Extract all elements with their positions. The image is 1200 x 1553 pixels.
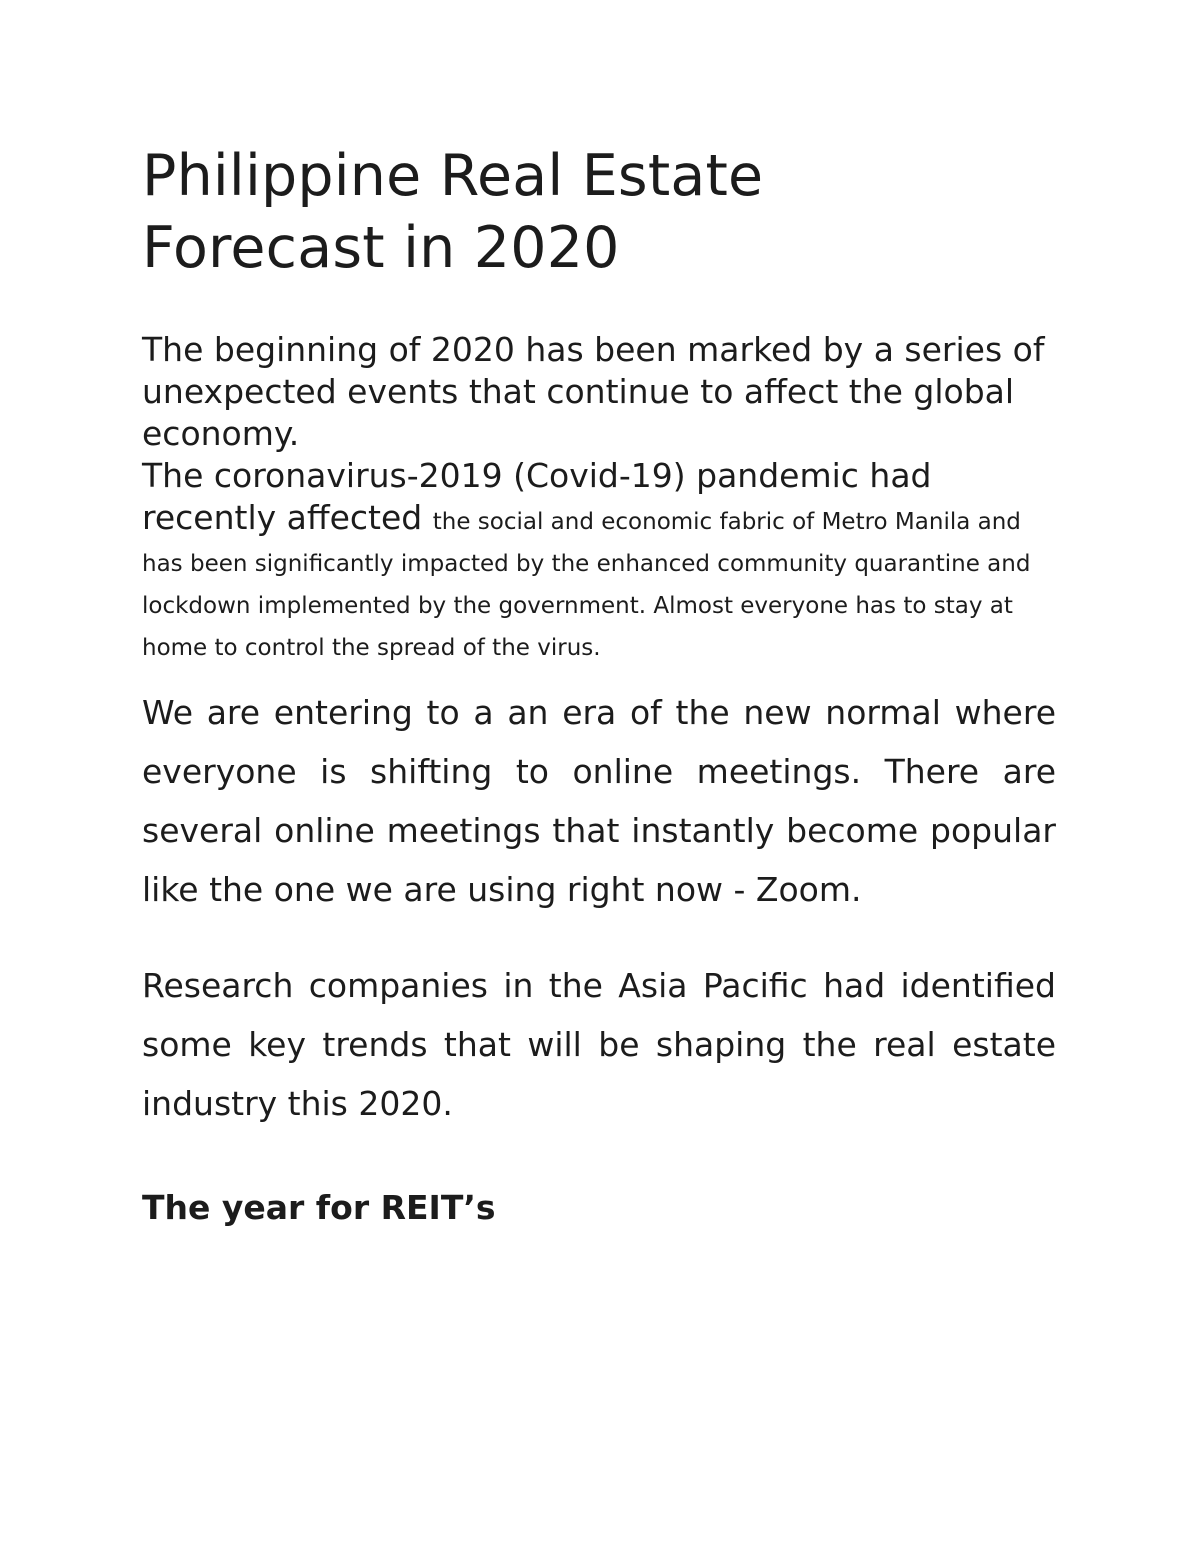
intro-paragraph: The beginning of 2020 has been marked by a series of unexpected events that continue to affect the global economy. — [142, 330, 1045, 453]
covid-paragraph-small-text: the social and economic fabric of Metro Manila and has been significantly impacted by the enhanced community quarantine and lockdown implemented by the government. Almost everyone has to stay at home to control the spread of the virus. — [142, 509, 1031, 661]
intro-section — [142, 329, 1056, 665]
covid-paragraph-large-text: The coronavirus-2019 (Covid-19) pandemic had recently affected — [142, 456, 932, 537]
title-line-2: Forecast in 2020 — [142, 215, 620, 281]
new-normal-paragraph: We are entering to a an era of the new normal where everyone is shifting to online meetings. There are several online meetings that instantly become popular like the one we are using right now - Zoom. — [142, 693, 1056, 909]
title-line-1: Philippine Real Estate — [142, 143, 764, 209]
research-paragraph: Research companies in the Asia Pacific had identified some key trends that will be shaping the real estate industry this 2020. — [142, 966, 1056, 1123]
section-heading-reits: The year for REIT’s — [142, 1188, 496, 1227]
document-title — [142, 140, 1056, 284]
document-page — [142, 140, 1056, 1229]
covid-paragraph — [142, 455, 1056, 665]
